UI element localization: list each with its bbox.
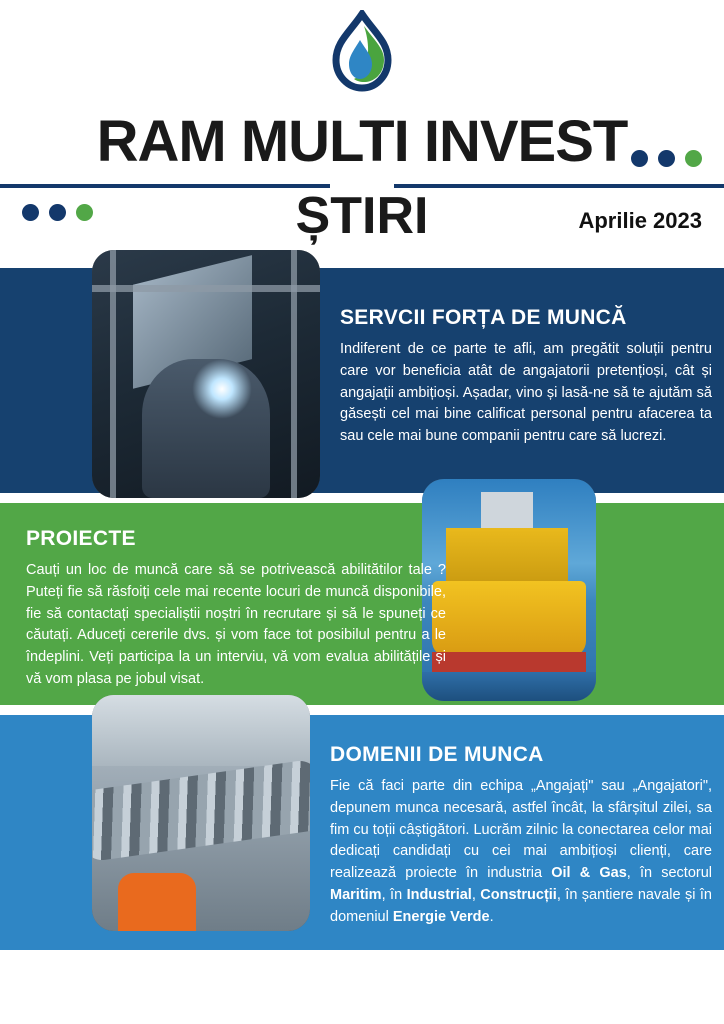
dot	[49, 204, 66, 221]
section-proiecte	[0, 503, 724, 705]
header-dots-left	[22, 204, 93, 221]
section-3-title: DOMENII DE MUNCA	[330, 743, 544, 766]
industrial-screw-photo	[92, 695, 310, 931]
issue-date: Aprilie 2023	[578, 208, 702, 233]
dot	[631, 150, 648, 167]
section-2-title: PROIECTE	[26, 527, 136, 550]
dot	[685, 150, 702, 167]
dot	[76, 204, 93, 221]
offshore-vessel-photo	[422, 479, 596, 701]
section-servicii-forta-de-munca	[0, 268, 724, 493]
dot	[22, 204, 39, 221]
section-2-text: Cauți un loc de muncă care să se potrivească abilitătilor tale ? Puteți fie să răsfoiți cele mai recente locuri de muncă disponibile, fie să contactați specialiștii noștri în recrutare și să le spuneți ce căutați. Aduceți cererile dvs. și vom face tot posibilul pentru a le îndeplini. Veți participa la un interviu, vă vom evalua abilitățile și vă vom plasa pe jobul visat.	[26, 562, 446, 687]
section-1-body	[340, 306, 712, 448]
section-3-text: Fie că faci parte din echipa „Angajați" sau „Angajatori", depunem munca necesară, astfel încât, la sfârșitul zilei, sa fim cu toții câștigători. Lucrăm zilnic la conectarea celor mai dedicați candidați cu cei mai ambițioși clienți, care realizează proiecte în industria Oil & Gas, în sectorul Maritim, în Industrial, Construcții, în șantiere navale și în domeniul Energie Verde.	[330, 778, 712, 925]
section-2-body	[26, 527, 446, 691]
dot	[658, 150, 675, 167]
section-1-text: Indiferent de ce parte te afli, am pregătit soluții pentru care vor beneficia atât de angajatorii pretențioși, cât și angajații ambițioși. Așadar, vino și lasă-ne să te ajutăm să găsești cel mai bine calificat personal pentru afacerea ta sau cele mai bune companii pentru care să lucrezi.	[340, 341, 712, 444]
section-1-title: SERVCII FORȚA DE MUNCĂ	[340, 306, 627, 329]
document-header	[0, 0, 724, 268]
welder-photo	[92, 250, 320, 498]
section-domenii-de-munca	[0, 715, 724, 950]
page-subtitle: ȘTIRI	[295, 187, 429, 245]
section-3-body	[330, 743, 712, 928]
header-dots-right	[631, 150, 702, 167]
page-title: RAM MULTI INVEST	[96, 109, 628, 174]
ram-multi-invest-logo	[314, 10, 410, 98]
